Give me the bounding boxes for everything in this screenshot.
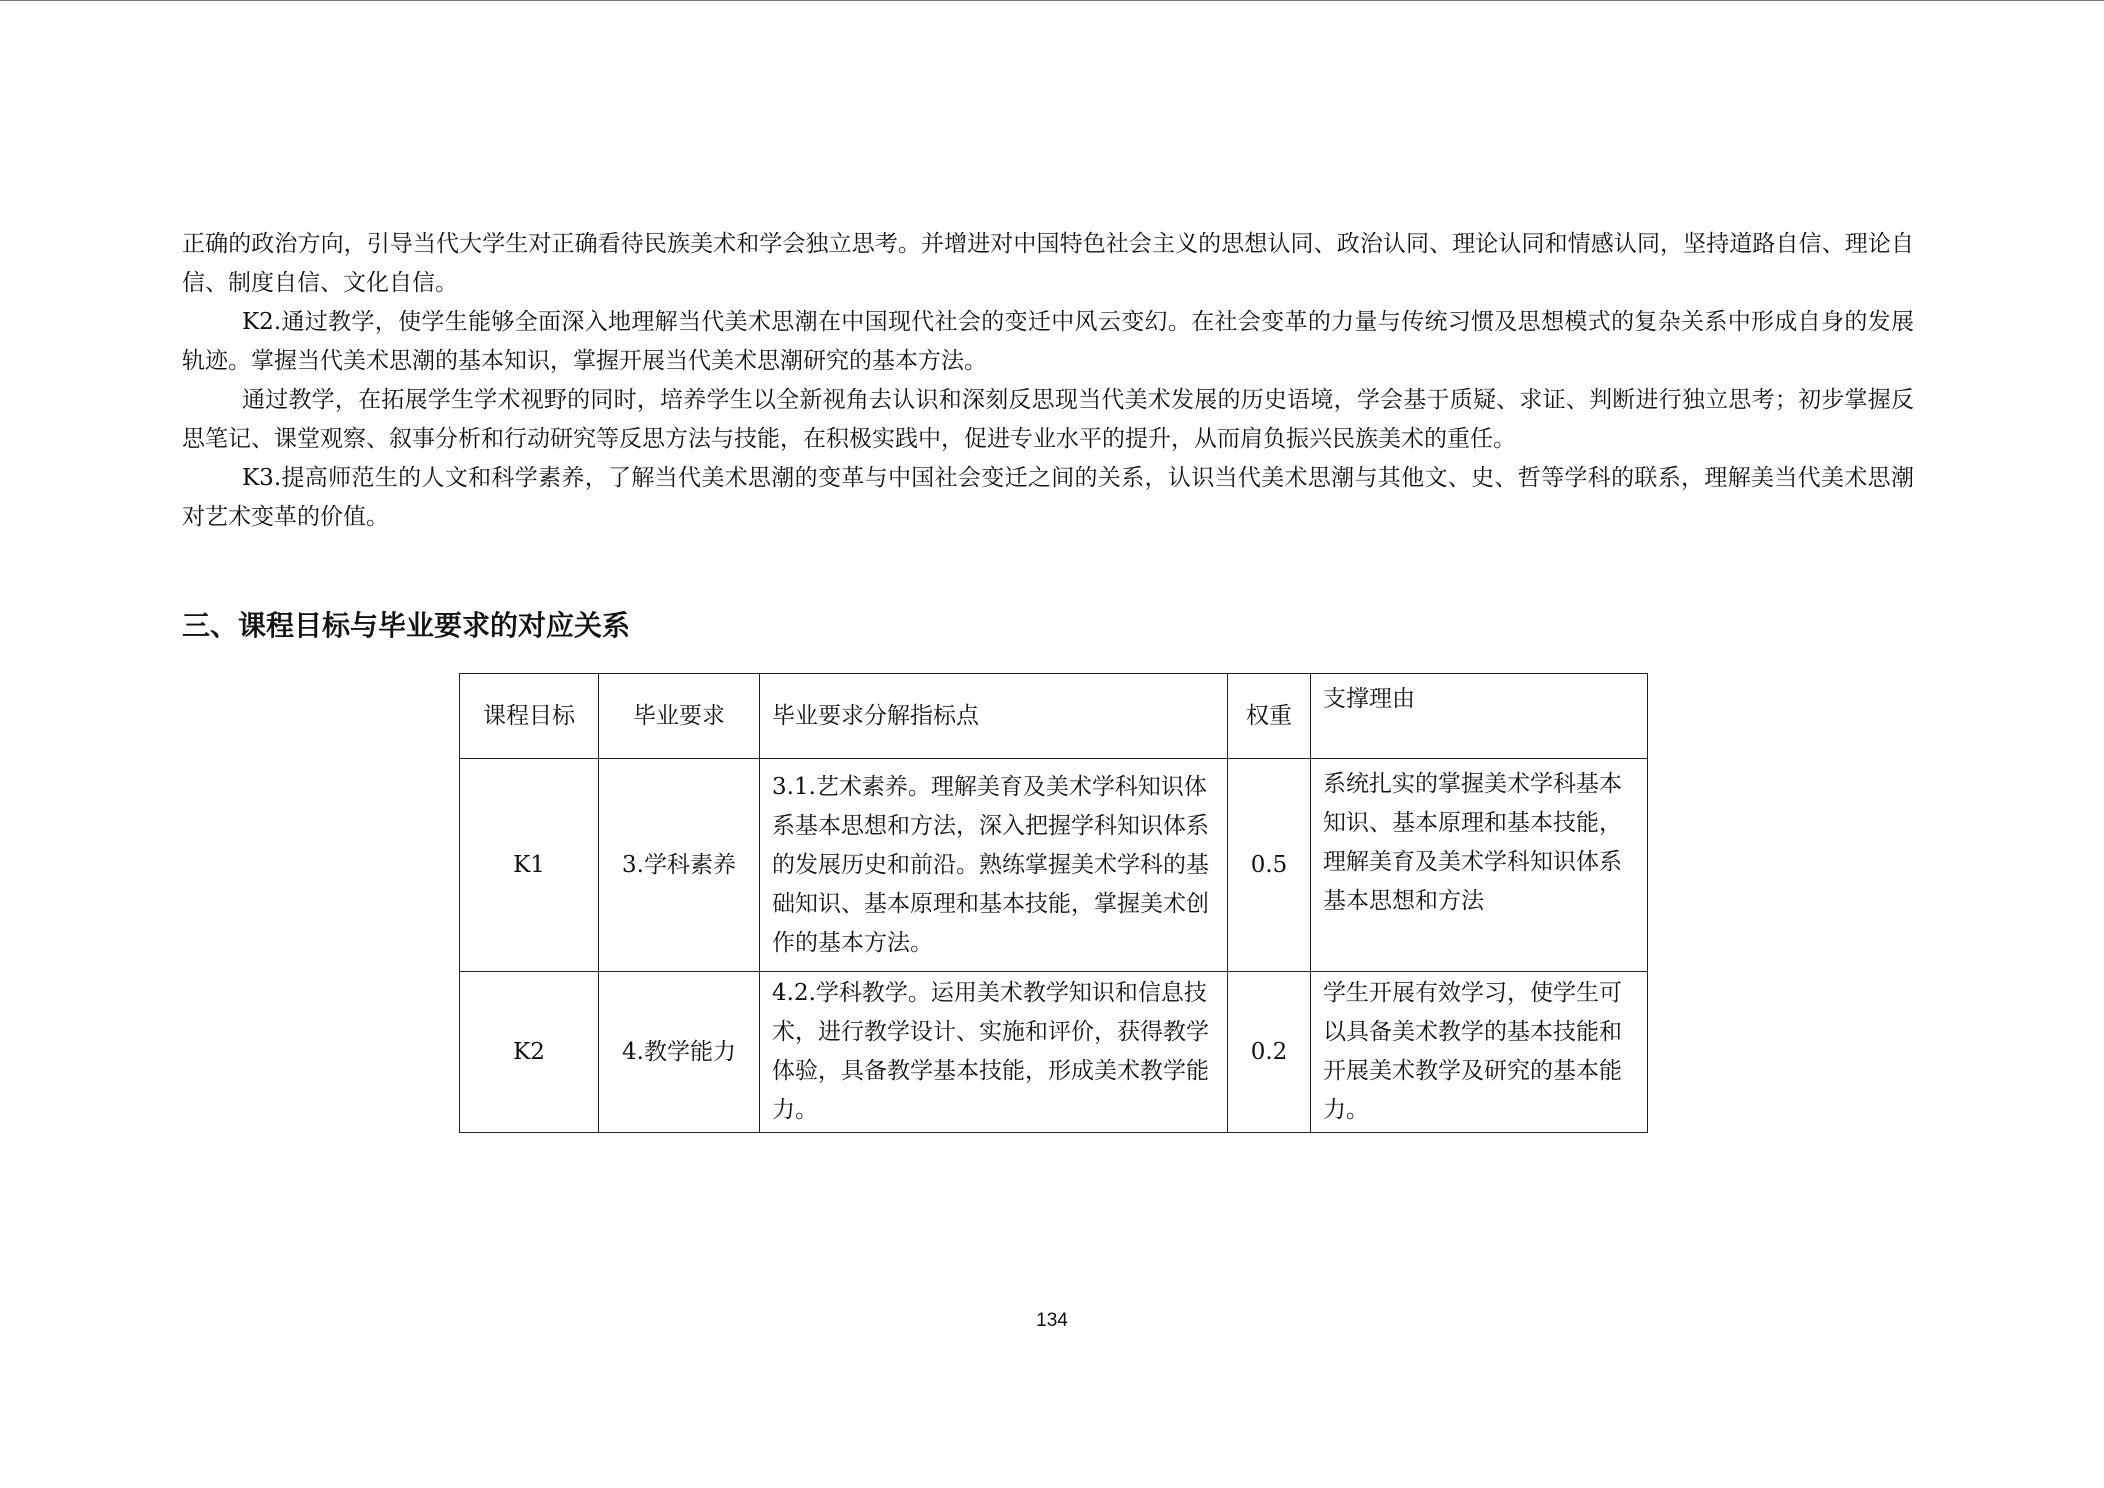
header-course-objective: 课程目标 — [460, 674, 599, 759]
paragraph-k2-objective: K2.通过教学，使学生能够全面深入地理解当代美术思潮在中国现代社会的变迁中风云变幻。在社会变革的力量与传统习惯及思想模式的复杂关系中形成自身的发展轨迹。掌握当代美术思潮的基本知识，掌握开展当代美术思潮研究的基本方法。 — [182, 309, 1914, 374]
paragraph-k3-objective: K3.提高师范生的人文和科学素养，了解当代美术思潮的变革与中国社会变迁之间的关系，认识当代美术思潮与其他文、史、哲等学科的联系，理解美当代美术思潮对艺术变革的价值。 — [182, 465, 1914, 530]
table-row — [460, 972, 1648, 1133]
paragraph-teaching-reflection: 通过教学，在拓展学生学术视野的同时，培养学生以全新视角去认识和深刻反思现当代美术发展的历史语境，学会基于质疑、求证、判断进行独立思考；初步掌握反思笔记、课堂观察、叙事分析和行动研究等反思方法与技能，在积极实践中，促进专业水平的提升，从而肩负振兴民族美术的重任。 — [182, 387, 1914, 452]
paragraph-political-direction: 正确的政治方向，引导当代大学生对正确看待民族美术和学会独立思考。并增进对中国特色社会主义的思想认同、政治认同、理论认同和情感认同，坚持道路自信、理论自信、制度自信、文化自信。 — [182, 231, 1914, 296]
cell-requirement: 4.教学能力 — [599, 972, 760, 1133]
table-header-row — [460, 674, 1648, 759]
header-indicator-points: 毕业要求分解指标点 — [760, 674, 1228, 759]
cell-objective: K1 — [460, 759, 599, 972]
table-row — [460, 759, 1648, 972]
section-heading: 三、课程目标与毕业要求的对应关系 — [182, 609, 631, 642]
cell-reason: 学生开展有效学习，使学生可以具备美术教学的基本技能和开展美术教学及研究的基本能力。 — [1311, 972, 1648, 1133]
header-support-reason: 支撑理由 — [1311, 674, 1648, 759]
cell-requirement: 3.学科素养 — [599, 759, 760, 972]
header-weight: 权重 — [1228, 674, 1311, 759]
cell-weight: 0.2 — [1228, 972, 1311, 1133]
header-graduation-requirement: 毕业要求 — [599, 674, 760, 759]
objectives-requirements-table — [459, 673, 1648, 1133]
cell-reason: 系统扎实的掌握美术学科基本知识、基本原理和基本技能，理解美育及美术学科知识体系基本思想和方法 — [1311, 759, 1648, 972]
cell-indicator: 3.1.艺术素养。理解美育及美术学科知识体系基本思想和方法，深入把握学科知识体系的发展历史和前沿。熟练掌握美术学科的基础知识、基本原理和基本技能，掌握美术创作的基本方法。 — [760, 759, 1228, 972]
cell-objective: K2 — [460, 972, 599, 1133]
top-border-line — [0, 0, 2104, 1]
cell-weight: 0.5 — [1228, 759, 1311, 972]
cell-indicator: 4.2.学科教学。运用美术教学知识和信息技术，进行教学设计、实施和评价，获得教学体验，具备教学基本技能，形成美术教学能力。 — [760, 972, 1228, 1133]
page-number: 134 — [1036, 1310, 1068, 1331]
